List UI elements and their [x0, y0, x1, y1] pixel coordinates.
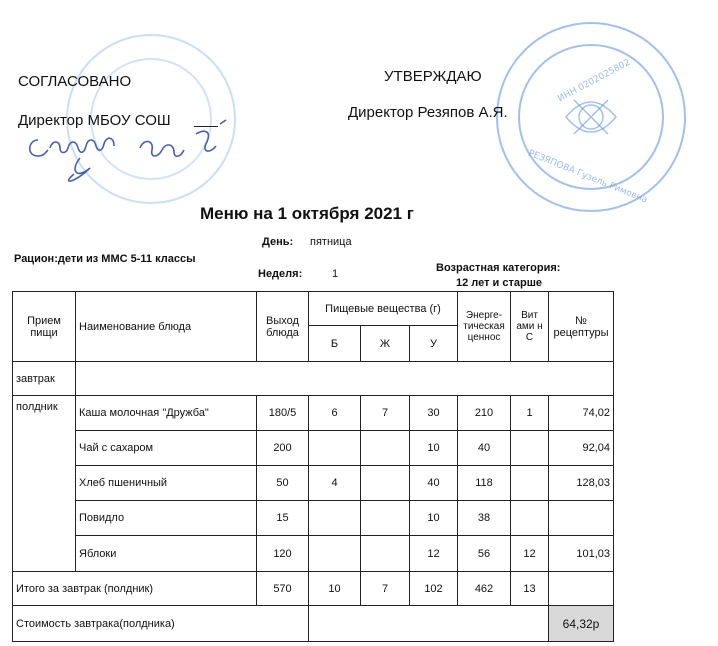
total-label: Итого за завтрак (полдник) [13, 572, 257, 606]
menu-title: Меню на 1 октября 2021 г [200, 204, 414, 223]
dish-protein [309, 501, 361, 536]
header-output: Выход блюда [257, 292, 309, 362]
dish-recipe: 74,02 [549, 396, 614, 431]
dish-fat [361, 501, 410, 536]
dish-output: 120 [257, 536, 309, 572]
dish-carbs: 10 [410, 501, 458, 536]
dish-energy: 40 [458, 431, 511, 466]
total-output: 570 [257, 572, 309, 606]
header-energy: Энерге-тическая ценнос [458, 292, 511, 362]
dish-carbs: 40 [410, 466, 458, 501]
total-carbs: 102 [410, 572, 458, 606]
dish-recipe [549, 501, 614, 536]
dish-fat [361, 431, 410, 466]
left-director: Директор МБОУ СОШ [18, 112, 171, 129]
table-row [13, 536, 614, 572]
dish-vitamin-c [511, 431, 549, 466]
dish-recipe: 128,03 [549, 466, 614, 501]
dish-fat [361, 466, 410, 501]
dish-name: Каша молочная "Дружба" [76, 396, 257, 431]
agreed-label: СОГЛАСОВАНО [18, 73, 132, 90]
dish-output: 50 [257, 466, 309, 501]
dish-protein: 4 [309, 466, 361, 501]
meal-breakfast: завтрак [13, 362, 76, 396]
meal-snack: полдник [13, 396, 76, 572]
day-value: пятница [310, 236, 352, 248]
day-label: День: [262, 236, 294, 248]
right-director: Директор Резяпов А.Я. [348, 104, 508, 121]
table-row [13, 501, 614, 536]
header-carbs: У [410, 326, 458, 362]
week-value: 1 [332, 268, 339, 280]
dish-vitamin-c [511, 501, 549, 536]
dish-recipe: 101,03 [549, 536, 614, 572]
empty-cell [309, 606, 549, 642]
header-vitamin-c: Вит ами н С [511, 292, 549, 362]
age-category-value: 12 лет и старше [456, 277, 542, 289]
table-row [13, 466, 614, 501]
dish-name: Чай с сахаром [76, 431, 257, 466]
total-fat: 7 [361, 572, 410, 606]
dish-protein [309, 536, 361, 572]
empty-cell [76, 362, 614, 396]
empty-cell [549, 572, 614, 606]
header-dish: Наименование блюда [76, 292, 257, 362]
dish-name: Повидло [76, 501, 257, 536]
dish-energy: 38 [458, 501, 511, 536]
table-row [13, 396, 614, 431]
cost-value: 64,32р [549, 606, 614, 642]
dish-vitamin-c [511, 466, 549, 501]
dish-vitamin-c: 1 [511, 396, 549, 431]
dish-carbs: 30 [410, 396, 458, 431]
dish-energy: 118 [458, 466, 511, 501]
total-protein: 10 [309, 572, 361, 606]
header-nutrients: Пищевые вещества (г) [309, 292, 458, 326]
dish-name: Яблоки [76, 536, 257, 572]
dish-carbs: 12 [410, 536, 458, 572]
dish-name: Хлеб пшеничный [76, 466, 257, 501]
dish-vitamin-c: 12 [511, 536, 549, 572]
header-recipe: № рецептуры [549, 292, 614, 362]
total-vitamin-c: 13 [511, 572, 549, 606]
dish-energy: 210 [458, 396, 511, 431]
dish-carbs: 10 [410, 431, 458, 466]
header-meal: Прием пищи [13, 292, 76, 362]
dish-protein [309, 431, 361, 466]
table-row [13, 431, 614, 466]
week-label: Неделя: [258, 268, 303, 280]
ration-label: Рацион:дети из ММС 5-11 классы [14, 253, 196, 265]
total-row [13, 572, 614, 606]
menu-table [12, 291, 614, 642]
dish-recipe: 92,04 [549, 431, 614, 466]
approve-label: УТВЕРЖДАЮ [384, 68, 482, 85]
dish-fat [361, 536, 410, 572]
stamp-name-text: РЕЗЯПОВА Гузель Римовна [526, 148, 649, 206]
dish-fat: 7 [361, 396, 410, 431]
stamp-inn-text: ИНН 0202025802 [556, 57, 633, 105]
official-stamp [496, 22, 686, 212]
dish-output: 15 [257, 501, 309, 536]
header-fat: Ж [361, 326, 410, 362]
header-protein: Б [309, 326, 361, 362]
cost-row [13, 606, 614, 642]
handwritten-signature [20, 118, 250, 188]
dish-energy: 56 [458, 536, 511, 572]
total-energy: 462 [458, 572, 511, 606]
dish-output: 200 [257, 431, 309, 466]
dish-protein: 6 [309, 396, 361, 431]
cost-label: Стоимость завтрака(полдника) [13, 606, 309, 642]
dish-output: 180/5 [257, 396, 309, 431]
age-category-label: Возрастная категория: [436, 262, 561, 274]
